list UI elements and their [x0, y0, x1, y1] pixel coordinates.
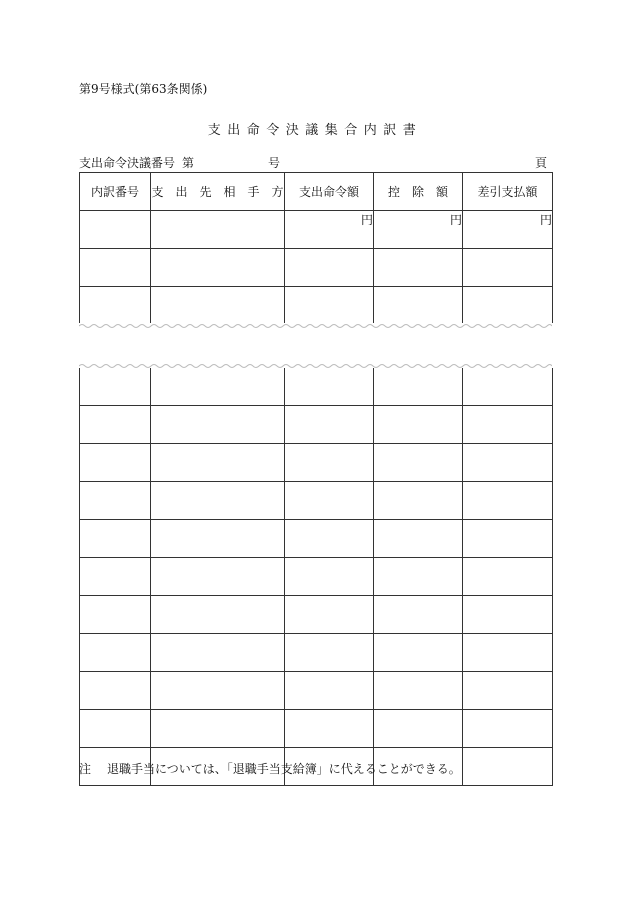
- table-cell: [285, 672, 374, 710]
- table-cell: [463, 520, 553, 558]
- header-cell: 控 除 額: [374, 173, 463, 211]
- decision-number-line: [79, 154, 547, 170]
- table-cell: [463, 482, 553, 520]
- breakdown-table-bottom: [79, 368, 553, 786]
- table-cell: [374, 482, 463, 520]
- table-cell: [374, 444, 463, 482]
- table-cell: [374, 368, 463, 406]
- table-cell: [151, 710, 285, 748]
- table-cell: [374, 634, 463, 672]
- document-title: 支出命令決議集合内訳書: [207, 123, 423, 138]
- yen-unit: 円: [285, 211, 374, 249]
- header-cell: 内訳番号: [80, 173, 151, 211]
- table-cell: [285, 287, 374, 324]
- form-number-label: 第9号様式(第63条関係): [79, 82, 208, 96]
- table-cell: [374, 406, 463, 444]
- table-cell: [285, 482, 374, 520]
- table-row: [80, 520, 553, 558]
- table-row: [80, 634, 553, 672]
- table-cell: [80, 710, 151, 748]
- header-cell: 支出命令額: [285, 173, 374, 211]
- table-cell: [285, 558, 374, 596]
- table-cell: [80, 520, 151, 558]
- table-row: [80, 482, 553, 520]
- table-row: [80, 287, 553, 324]
- table-cell: [374, 596, 463, 634]
- table-cell: [463, 596, 553, 634]
- table-cell: [151, 558, 285, 596]
- table-cell: [374, 558, 463, 596]
- yen-unit: 円: [374, 211, 463, 249]
- table-break-line-top: [79, 322, 552, 330]
- table-cell: [80, 672, 151, 710]
- table-cell: [374, 249, 463, 287]
- table-cell: [463, 249, 553, 287]
- table-cell: [463, 634, 553, 672]
- table-cell: [285, 249, 374, 287]
- table-cell: [80, 406, 151, 444]
- table-cell: [285, 368, 374, 406]
- table-cell: [151, 368, 285, 406]
- header-cell: 差引支払額: [463, 173, 553, 211]
- number-prefix: 第: [182, 156, 195, 170]
- table-cell: [80, 249, 151, 287]
- table-cell: [463, 558, 553, 596]
- table-cell: [151, 672, 285, 710]
- table-row: [80, 406, 553, 444]
- table-cell: [80, 482, 151, 520]
- footnote-mark: 注: [79, 762, 92, 776]
- table-cell: [374, 520, 463, 558]
- number-suffix: 号: [268, 156, 281, 170]
- table-cell: [285, 520, 374, 558]
- table-cell: [151, 211, 285, 249]
- table-cell: [151, 444, 285, 482]
- header-row: [80, 173, 553, 211]
- footnote: [79, 760, 461, 777]
- table-cell: [80, 287, 151, 324]
- table-row: [80, 710, 553, 748]
- table-row: [80, 558, 553, 596]
- table-cell: [374, 710, 463, 748]
- table-cell: [80, 211, 151, 249]
- table-cell: [285, 406, 374, 444]
- header-cell: 支 出 先 相 手 方: [151, 173, 285, 211]
- table-cell: [463, 368, 553, 406]
- table-cell: [80, 444, 151, 482]
- table-cell: [463, 748, 553, 786]
- yen-unit: 円: [463, 211, 553, 249]
- table-row: [80, 249, 553, 287]
- table-row: [80, 368, 553, 406]
- table-cell: [151, 249, 285, 287]
- table-cell: [463, 444, 553, 482]
- decision-number-label: 支出命令決議番号: [79, 156, 176, 170]
- table-cell: [151, 482, 285, 520]
- table-cell: [463, 406, 553, 444]
- table-cell: [151, 406, 285, 444]
- footnote-text: 退職手当については、「退職手当支給簿」に代えることができる。: [107, 762, 461, 776]
- table-cell: [80, 558, 151, 596]
- table-cell: [80, 368, 151, 406]
- table-cell: [151, 520, 285, 558]
- table-row: [80, 444, 553, 482]
- breakdown-table-top: [79, 172, 553, 323]
- table-cell: [285, 634, 374, 672]
- table-row: [80, 672, 553, 710]
- table-cell: [463, 710, 553, 748]
- table-cell: [285, 444, 374, 482]
- table-cell: [374, 672, 463, 710]
- table-cell: [463, 672, 553, 710]
- table-cell: [285, 596, 374, 634]
- table-cell: [80, 596, 151, 634]
- table-cell: [285, 710, 374, 748]
- table-cell: [151, 287, 285, 324]
- table-row: [80, 596, 553, 634]
- table-cell: [151, 596, 285, 634]
- table-cell: [374, 287, 463, 324]
- table-row: [80, 211, 553, 249]
- page-label: 頁: [534, 156, 547, 170]
- table-cell: [463, 287, 553, 324]
- table-cell: [151, 634, 285, 672]
- table-cell: [80, 634, 151, 672]
